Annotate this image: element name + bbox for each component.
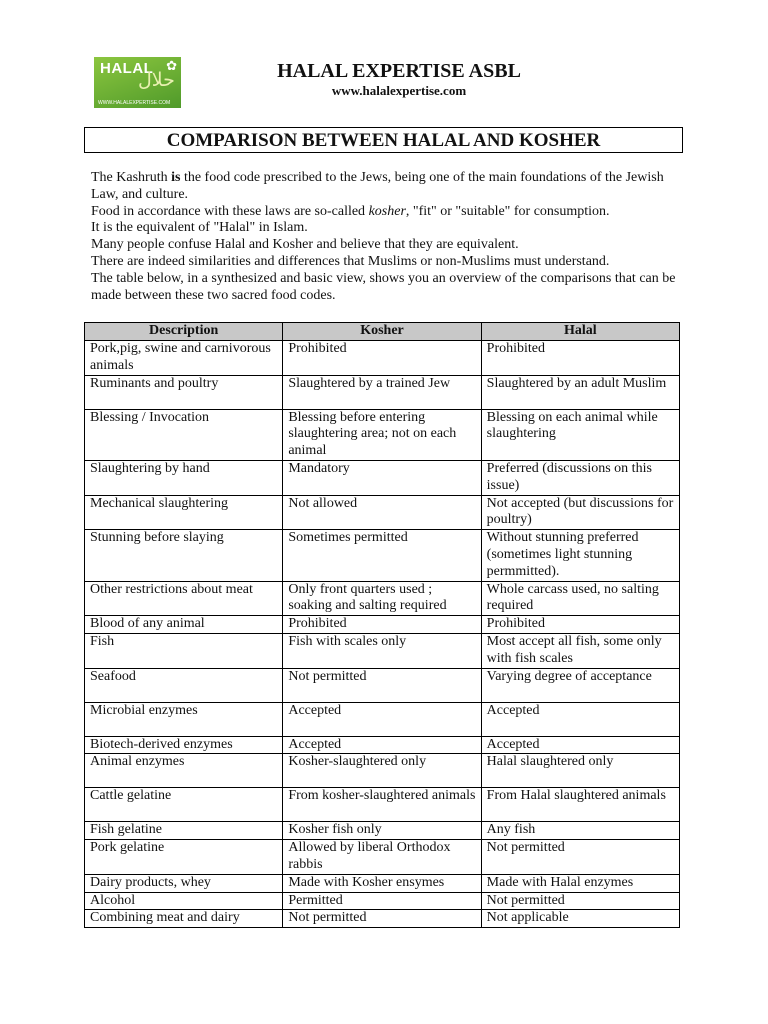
cell-kosher: Accepted bbox=[283, 702, 481, 736]
intro-paragraph-6: The table below, in a synthesized and basic view, shows you an overview of the comparisons that can be made between these two sacred food codes. bbox=[91, 270, 676, 303]
table-row bbox=[85, 633, 680, 668]
table-row bbox=[85, 702, 680, 736]
cell-description: Pork gelatine bbox=[85, 840, 283, 875]
cell-kosher: Allowed by liberal Orthodox rabbis bbox=[283, 840, 481, 875]
table-row bbox=[85, 754, 680, 788]
table-row bbox=[85, 874, 680, 892]
cell-description: Mechanical slaughtering bbox=[85, 495, 283, 530]
logo-url: WWW.HALALEXPERTISE.COM bbox=[98, 100, 171, 106]
cell-kosher: Fish with scales only bbox=[283, 633, 481, 668]
cell-description: Blessing / Invocation bbox=[85, 409, 283, 460]
cell-halal: Preferred (discussions on this issue) bbox=[481, 460, 679, 495]
cell-halal: Not applicable bbox=[481, 910, 679, 928]
cell-halal: Slaughtered by an adult Muslim bbox=[481, 375, 679, 409]
intro-text bbox=[91, 170, 681, 304]
cell-halal: Without stunning preferred (sometimes light stunning permmitted). bbox=[481, 530, 679, 581]
comparison-table bbox=[84, 322, 680, 928]
cell-kosher: Permitted bbox=[283, 892, 481, 910]
cell-description: Other restrictions about meat bbox=[85, 581, 283, 616]
cell-halal: Prohibited bbox=[481, 341, 679, 376]
cell-kosher: Sometimes permitted bbox=[283, 530, 481, 581]
cell-kosher: Not permitted bbox=[283, 910, 481, 928]
cell-description: Cattle gelatine bbox=[85, 788, 283, 822]
header-description: Description bbox=[85, 323, 283, 341]
cell-kosher: Prohibited bbox=[283, 616, 481, 634]
cell-halal: Whole carcass used, no salting required bbox=[481, 581, 679, 616]
table-row bbox=[85, 910, 680, 928]
table-header-row bbox=[85, 323, 680, 341]
cell-kosher: Slaughtered by a trained Jew bbox=[283, 375, 481, 409]
cell-halal: Varying degree of acceptance bbox=[481, 668, 679, 702]
table-row bbox=[85, 840, 680, 875]
table-row bbox=[85, 668, 680, 702]
cell-kosher: Not allowed bbox=[283, 495, 481, 530]
logo-text: HALAL bbox=[100, 60, 154, 77]
cell-halal: Not permitted bbox=[481, 840, 679, 875]
table-row bbox=[85, 822, 680, 840]
table-row bbox=[85, 341, 680, 376]
cell-halal: Accepted bbox=[481, 702, 679, 736]
cell-kosher: Mandatory bbox=[283, 460, 481, 495]
table-row bbox=[85, 460, 680, 495]
cell-kosher: Kosher-slaughtered only bbox=[283, 754, 481, 788]
cell-kosher: Kosher fish only bbox=[283, 822, 481, 840]
cell-description: Stunning before slaying bbox=[85, 530, 283, 581]
intro-paragraph-5: There are indeed similarities and differences that Muslims or non-Muslims must understand. bbox=[91, 253, 610, 269]
cell-halal: Blessing on each animal while slaughtering bbox=[481, 409, 679, 460]
cell-description: Ruminants and poultry bbox=[85, 375, 283, 409]
table-row bbox=[85, 736, 680, 754]
table-row bbox=[85, 409, 680, 460]
cell-description: Seafood bbox=[85, 668, 283, 702]
table-body bbox=[85, 341, 680, 928]
cell-kosher: Made with Kosher ensymes bbox=[283, 874, 481, 892]
table-row bbox=[85, 788, 680, 822]
cell-description: Dairy products, whey bbox=[85, 874, 283, 892]
cell-kosher: Blessing before entering slaughtering area; not on each animal bbox=[283, 409, 481, 460]
document-title: COMPARISON BETWEEN HALAL AND KOSHER bbox=[84, 127, 683, 153]
cell-halal: Made with Halal enzymes bbox=[481, 874, 679, 892]
cell-description: Combining meat and dairy bbox=[85, 910, 283, 928]
table-row bbox=[85, 530, 680, 581]
cell-description: Blood of any animal bbox=[85, 616, 283, 634]
cell-description: Animal enzymes bbox=[85, 754, 283, 788]
cell-description: Fish gelatine bbox=[85, 822, 283, 840]
cell-halal: Halal slaughtered only bbox=[481, 754, 679, 788]
cell-halal: Prohibited bbox=[481, 616, 679, 634]
cell-halal: From Halal slaughtered animals bbox=[481, 788, 679, 822]
cell-description: Microbial enzymes bbox=[85, 702, 283, 736]
cell-description: Pork,pig, swine and carnivorous animals bbox=[85, 341, 283, 376]
flower-icon: ✿ bbox=[166, 58, 177, 73]
intro-paragraph-2: Food in accordance with these laws are so-called kosher, "fit" or "suitable" for consumption. bbox=[91, 203, 610, 219]
cell-description: Biotech-derived enzymes bbox=[85, 736, 283, 754]
header-halal: Halal bbox=[481, 323, 679, 341]
cell-halal: Accepted bbox=[481, 736, 679, 754]
intro-paragraph-4: Many people confuse Halal and Kosher and believe that they are equivalent. bbox=[91, 237, 519, 253]
org-name: HALAL EXPERTISE ASBL bbox=[277, 60, 521, 82]
cell-description: Fish bbox=[85, 633, 283, 668]
cell-kosher: Only front quarters used ; soaking and salting required bbox=[283, 581, 481, 616]
table-row bbox=[85, 892, 680, 910]
cell-description: Alcohol bbox=[85, 892, 283, 910]
cell-kosher: Not permitted bbox=[283, 668, 481, 702]
cell-halal: Any fish bbox=[481, 822, 679, 840]
header-kosher: Kosher bbox=[283, 323, 481, 341]
cell-kosher: Accepted bbox=[283, 736, 481, 754]
cell-halal: Not accepted (but discussions for poultry) bbox=[481, 495, 679, 530]
cell-halal: Most accept all fish, some only with fish scales bbox=[481, 633, 679, 668]
table-row bbox=[85, 616, 680, 634]
cell-kosher: Prohibited bbox=[283, 341, 481, 376]
cell-kosher: From kosher-slaughtered animals bbox=[283, 788, 481, 822]
cell-halal: Not permitted bbox=[481, 892, 679, 910]
logo-arabic: حلال bbox=[138, 69, 175, 91]
table-row bbox=[85, 581, 680, 616]
intro-paragraph-3: It is the equivalent of "Halal" in Islam. bbox=[91, 220, 308, 236]
website-link[interactable]: www.halalexpertise.com bbox=[331, 83, 467, 98]
cell-description: Slaughtering by hand bbox=[85, 460, 283, 495]
table-row bbox=[85, 375, 680, 409]
table-row bbox=[85, 495, 680, 530]
intro-paragraph-1: The Kashruth is the food code prescribed to the Jews, being one of the main foundations of the Jewish Law, and culture. bbox=[91, 170, 664, 202]
